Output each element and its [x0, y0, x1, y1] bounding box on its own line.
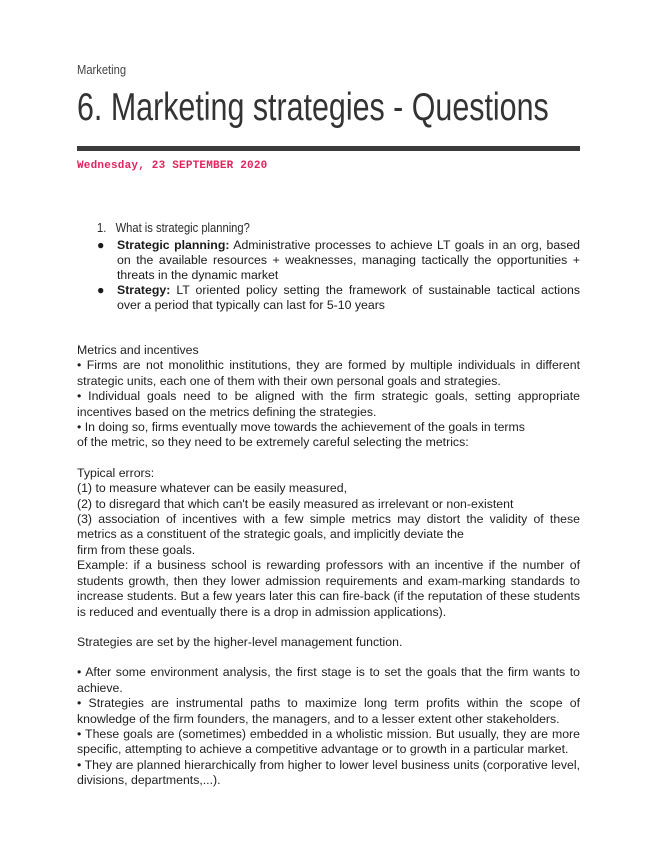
- paragraph: Example: if a business school is rewarding professors with an incentive if the number of students growth, then they lower admission requirements and exam-marking standards to increase students. But a few years later this can fire-back (if the reputation of these students is reduced and eventually there is a drop in admission applications).: [77, 558, 580, 619]
- metrics-heading: Metrics and incentives: [77, 343, 199, 357]
- paragraph: • These goals are (sometimes) embedded in a wholistic mission. But usually, they are more specific, attempting to achieve a competitive advantage or to growth in a particular market.: [77, 726, 580, 757]
- definition-list: [97, 238, 580, 313]
- paragraph: (2) to disregard that which can't be easily measured as irrelevant or non-existent: [77, 496, 514, 511]
- paragraph: • Strategies are instrumental paths to maximize long term profits within the scope of knowledge of the firm founders, the managers, and to a lesser extent other stakeholders.: [77, 696, 580, 726]
- bullet-icon: ●: [97, 238, 105, 252]
- paragraph: • After some environment analysis, the first stage is to set the goals that the firm wants to achieve.: [77, 665, 580, 695]
- paragraph: • In doing so, firms eventually move towards the achievement of the goals in terms: [77, 420, 525, 435]
- category-label: Marketing: [77, 62, 127, 77]
- list-item: [97, 283, 580, 313]
- paragraph: • Individual goals need to be aligned with the firm strategic goals, setting appropriate incentives based on the metrics defining the strategies.: [77, 389, 580, 419]
- question-text: What is strategic planning?: [115, 220, 250, 235]
- definition-term: Strategy:: [117, 283, 171, 297]
- definition-text: Administrative processes to achieve LT goals in an org, based on the available resources + weaknesses, managing tactically the opportunities + threats in the dynamic market: [117, 238, 580, 282]
- paragraph: Strategies are set by the higher-level management function.: [77, 634, 403, 649]
- paragraph: (1) to measure whatever can be easily measured,: [77, 481, 347, 496]
- paragraph: firm from these goals.: [77, 542, 196, 557]
- paragraph: (3) association of incentives with a few simple metrics may distort the validity of these metrics as a constituent of the strategic goals, and implicitly deviate the: [77, 512, 580, 542]
- body-text: [77, 343, 580, 789]
- definition-text: LT oriented policy setting the framework of sustainable tactical actions over a period that typically can last for 5-10 years: [117, 283, 580, 312]
- paragraph: • They are planned hierarchically from higher to lower level business units (corporative level, divisions, departments,...).: [77, 757, 580, 788]
- question-section: [97, 220, 580, 313]
- bullet-icon: ●: [97, 283, 105, 297]
- definition-term: Strategic planning:: [117, 238, 230, 252]
- paragraph: • Firms are not monolithic institutions, they are formed by multiple individuals in different strategic units, each one of them with their own personal goals and strategies.: [77, 358, 580, 388]
- date-label: Wednesday, 23 SEPTEMBER 2020: [77, 160, 268, 172]
- list-item: [97, 238, 580, 283]
- title-divider: [77, 146, 580, 151]
- page-title: 6. Marketing strategies - Questions: [77, 86, 549, 129]
- question-heading: [97, 220, 512, 235]
- errors-heading: Typical errors:: [77, 465, 155, 480]
- question-number: 1.: [97, 220, 107, 235]
- paragraph: of the metric, so they need to be extremely careful selecting the metrics:: [77, 435, 469, 450]
